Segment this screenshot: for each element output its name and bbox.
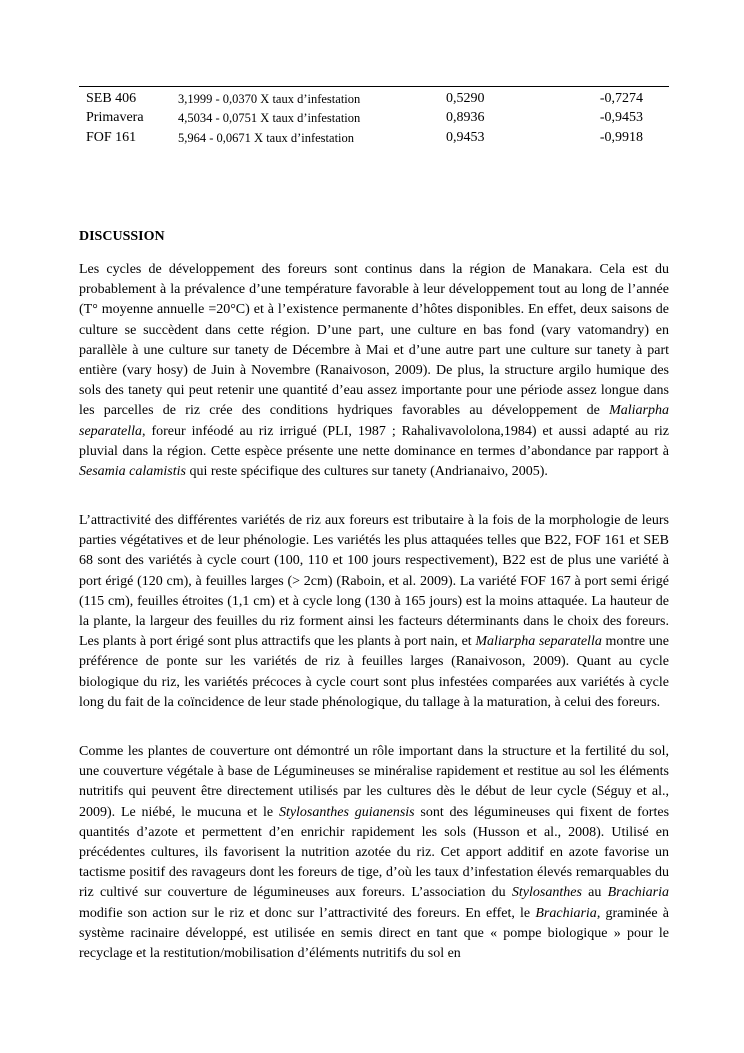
- text-run: Les cycles de développement des foreurs sont continus dans la région de Manakara. Cela est du probablement à la prévalence d’une température favorable à leur développement tout au long de l’année (T° moyenne annuelle =20°C) et à l’existence permanente d’hôtes disponibles. En effet, deux saisons de culture se succèdent dans cette région. D’une part, une culture en bas fond (vary vatomandry) en parallèle à une culture sur tanety de Décembre à Mai et d’une autre part une culture sur tanety à part entière (vary hosy) de Juin à Novembre (Ranaivoson, 2009). De plus, la structure argilo humique des sols des tanety qui peut retenir une quantité d’eau assez importante pour une période assez longue dans les parcelles de riz crée des conditions hydriques favorables au développement de: [79, 262, 669, 419]
- text-run: qui reste spécifique des cultures sur tanety (Andrianaivo, 2005).: [185, 464, 548, 480]
- species-name: Stylosanthes guianensis: [278, 804, 415, 820]
- variety-name: SEB 406: [86, 91, 137, 106]
- table-top-rule: [79, 86, 669, 87]
- table-row: [0, 109, 744, 129]
- species-name: Brachiaria: [535, 905, 597, 921]
- text-run: au: [581, 885, 608, 901]
- text-run: sont des légumineuses qui fixent de fortes quantités d’azote et permettent d’en enrichir rapidement les sols (Husson et al., 2008). Utilisé en précédentes cultures, ils favorisent la nutrition azotée du riz. Cet apport additif en azote favorise un tactisme positif des ravageurs dont les foreurs de tige, d’où les taux d’infestation élevés remarquables du riz cultivé sur couverture de légumineuses aux foreurs. L’association du: [79, 804, 670, 901]
- table-row: [0, 129, 744, 149]
- text-run: , graminée à système racinaire développé, est utilisée en semis direct en tant que « pompe biologique » pour le recyclage et la restitution/mobilisation d’éléments nutritifs du sol en: [79, 905, 670, 962]
- species-name: Sesamia calamistis: [79, 464, 186, 480]
- variety-name: FOF 161: [86, 130, 137, 145]
- text-run: modifie son action sur le riz et donc sur l’attractivité des foreurs. En effet, le: [79, 905, 536, 921]
- species-name: Brachiaria: [607, 885, 670, 901]
- species-name: Maliarpha separatella: [475, 634, 602, 650]
- variety-name: Primavera: [86, 110, 144, 125]
- section-heading: DISCUSSION: [79, 229, 165, 244]
- regression-equation: 5,964 - 0,0671 X taux d’infestation: [178, 131, 355, 145]
- species-name: Maliarpha separatella: [79, 403, 669, 439]
- species-name: Stylosanthes: [511, 885, 582, 901]
- text-run: montre une préférence de ponte sur les variétés de riz à feuilles larges (Ranaivoson, 2009). Quant au cycle biologique du riz, les variétés précoces à cycle court sont plus infestées comparées aux variétés à cycle long du fait de la coïncidence de leur stade phénologique, du tallage à la maturation, à celui des foreurs.: [79, 634, 669, 710]
- text-run: Comme les plantes de couverture ont démontré un rôle important dans la structure et la fertilité du sol, une couverture végétale à base de Légumineuses se minéralise rapidement et restitue au sol les éléments nutritifs qui peuvent être directement utilisés par les cultures dès le début de leur cycle (Séguy et al., 2009). Le niébé, le mucuna et le: [79, 744, 669, 820]
- discussion-paragraph-1: [79, 260, 669, 482]
- text-run: , foreur inféodé au riz irrigué (PLI, 1987 ; Rahalivavololona,1984) et aussi adapté au riz pluvial dans la région. Cette espèce présente une nette dominance en termes d’abondance par rapport à: [79, 423, 669, 459]
- r-squared-value: 0,9453: [446, 130, 485, 145]
- table-row: [0, 90, 744, 110]
- r-squared-value: 0,8936: [446, 110, 485, 125]
- text-run: L’attractivité des différentes variétés de riz aux foreurs est tributaire à la fois de la morphologie de leurs parties végétatives et de leur phénologie. Les variétés les plus attaquées telles que B22, FOF 161 et SEB 68 sont des variétés à cycle court (100, 110 et 100 jours respectivement), B22 est de plus une variété à port érigé (120 cm), à feuilles larges (> 2cm) (Raboin, et al. 2009). La variété FOF 167 à port semi érigé (115 cm), feuilles étroites (1,1 cm) et à cycle long (130 à 165 jours) est la moins attaquée. La hauteur de la plante, la largeur des feuilles du riz forment ainsi les facteurs déterminants dans le choix des foreurs. Les plants à port érigé sont plus attractifs que les plants à port nain, et: [79, 513, 669, 650]
- correlation-value: -0,7274: [599, 91, 643, 106]
- correlation-value: -0,9918: [599, 130, 643, 145]
- r-squared-value: 0,5290: [446, 91, 485, 106]
- regression-equation: 3,1999 - 0,0370 X taux d’infestation: [178, 92, 361, 106]
- discussion-paragraph-3: [79, 742, 669, 964]
- regression-equation: 4,5034 - 0,0751 X taux d’infestation: [178, 111, 361, 125]
- discussion-paragraph-2: [79, 511, 669, 713]
- correlation-value: -0,9453: [599, 110, 643, 125]
